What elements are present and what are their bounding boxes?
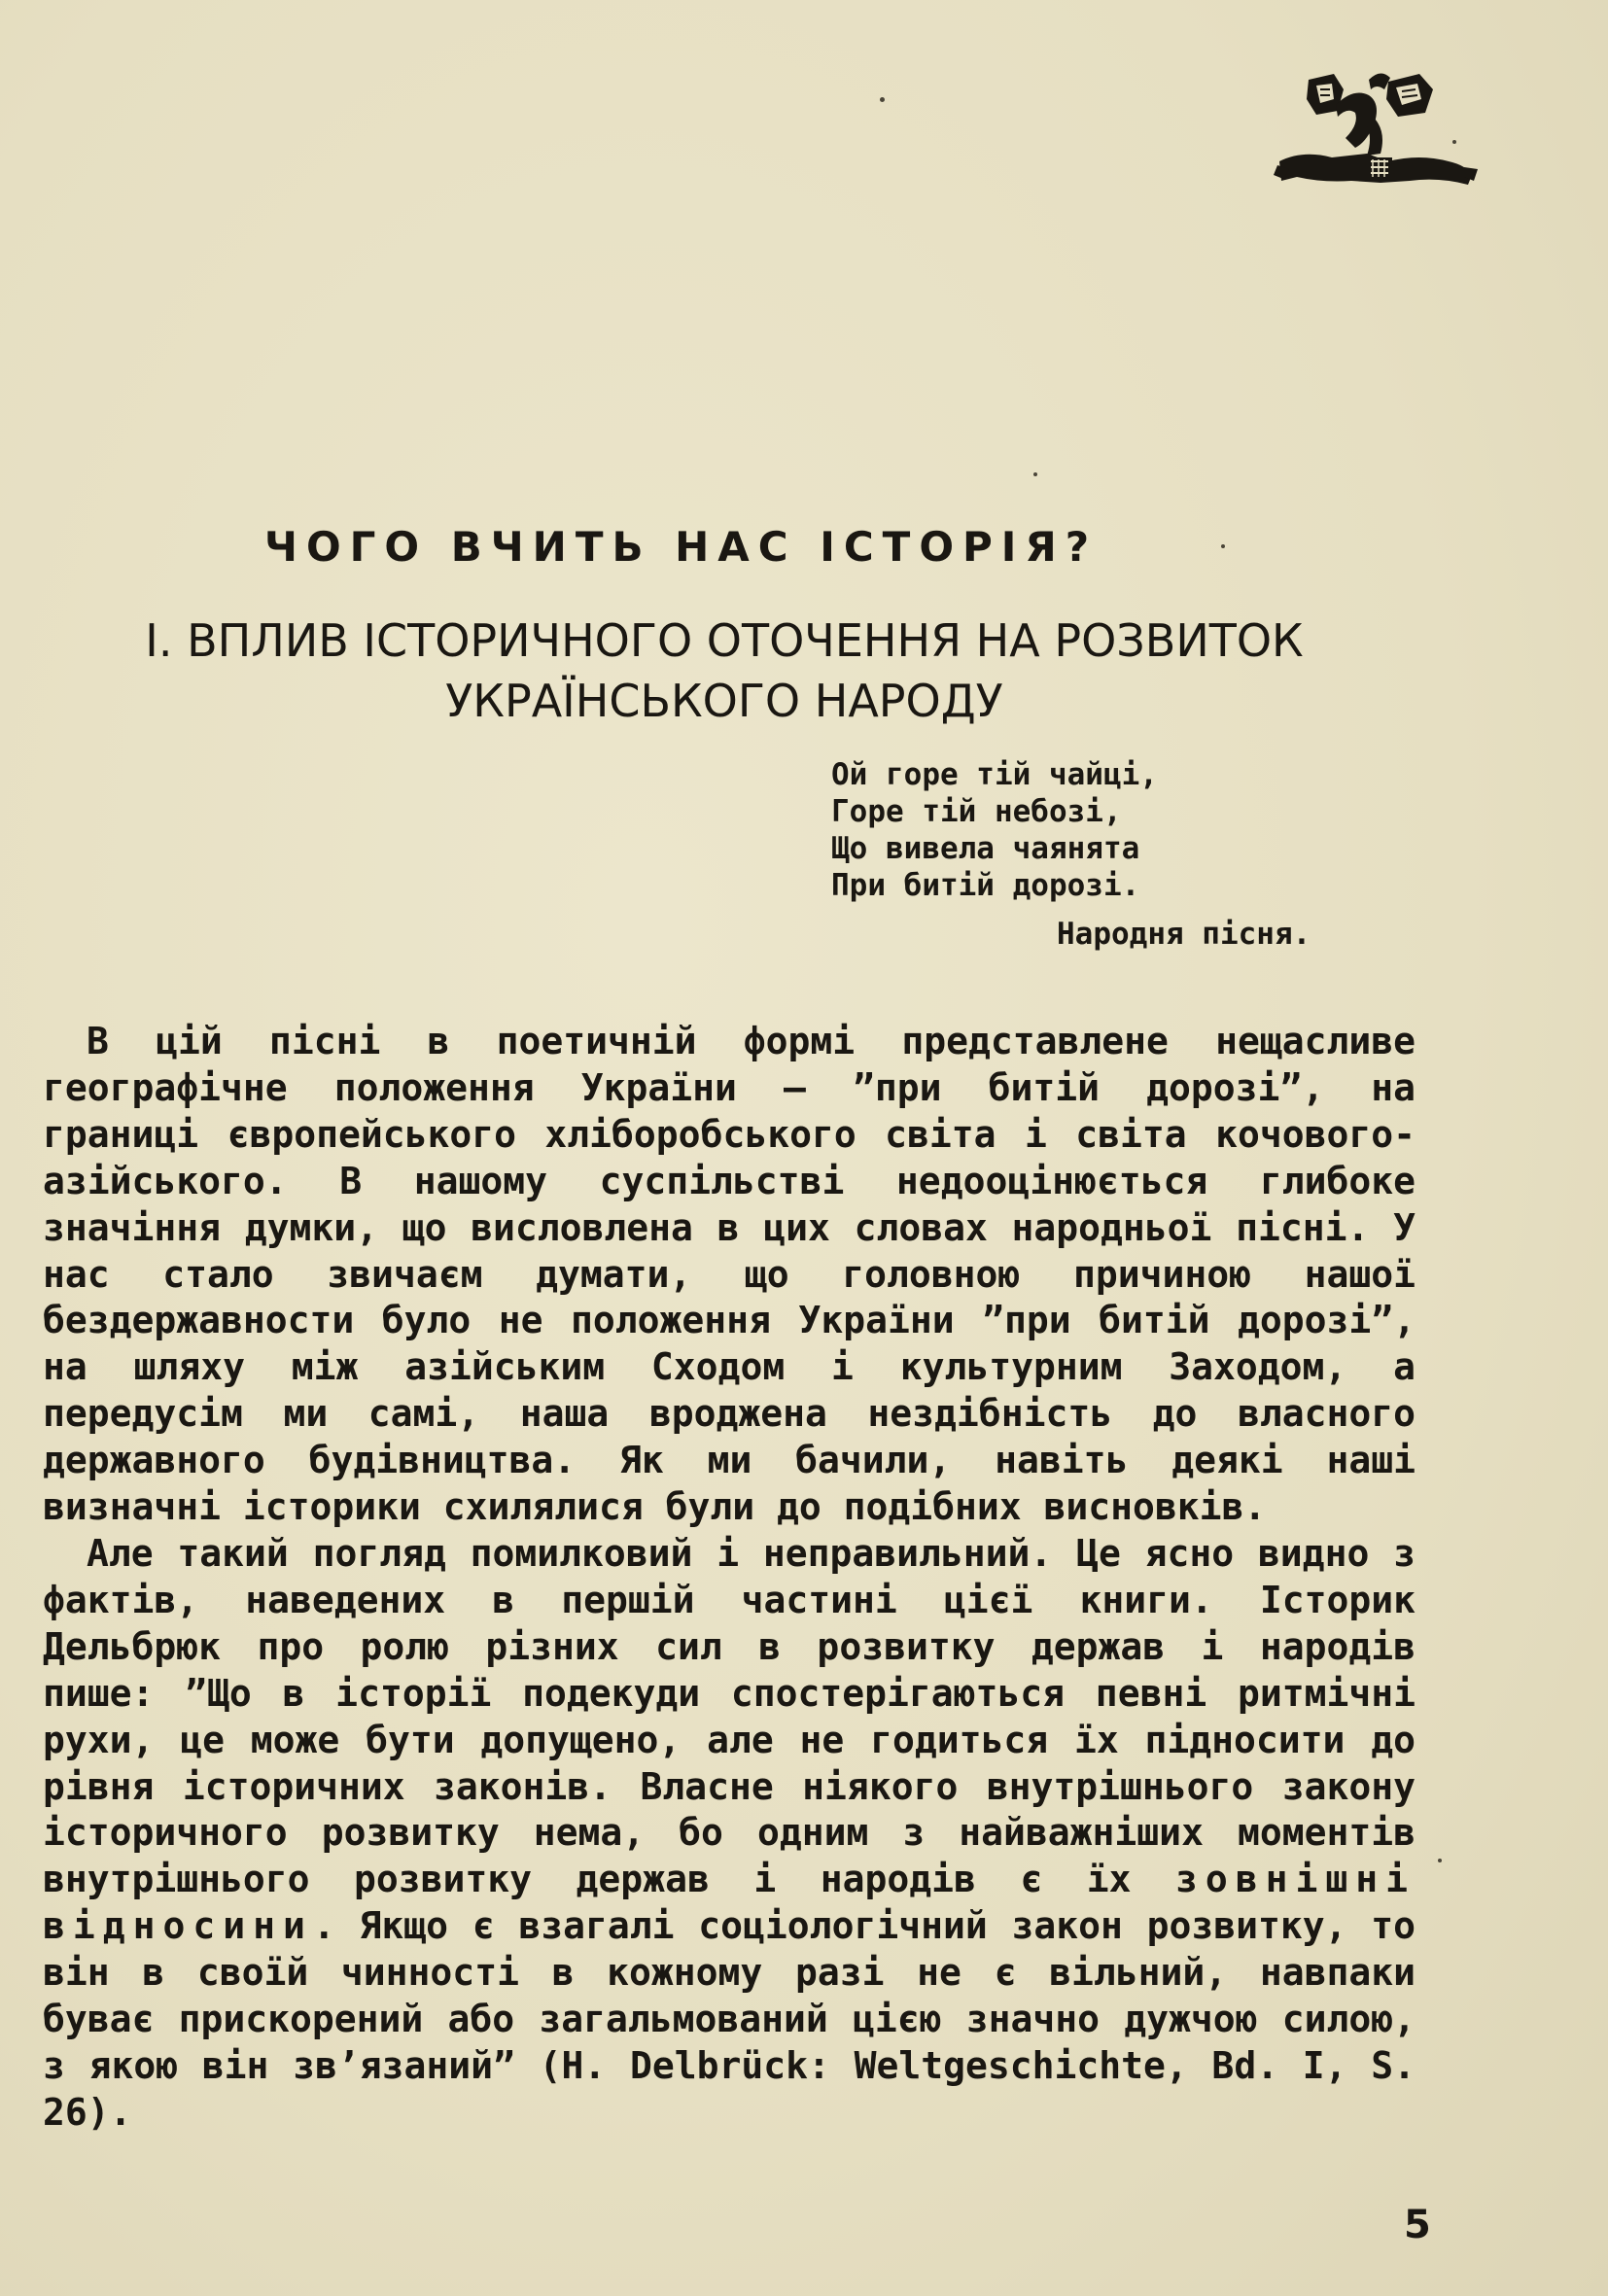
paper-speck [1438,1859,1442,1862]
section-title: I. ВПЛИВ ІСТОРИЧНОГО ОТОЧЕННЯ НА РОЗВИТОК УКРАЇНСЬКОГО НАРОДУ [145,614,1304,727]
epigraph-line: При битій дорозі. [831,868,1140,903]
paragraph-2-start: Але такий погляд помилковий і неправильний. Це ясно видно з фактів, наведених в першій частині цієї книги. Історик Дельбрюк про ролю різних сил в розвитку держав і народів пише: ”Що в історії подекуди спостерігаються певні ритмічні рухи, це може бути допущено, але не годиться їх підносити до рівня історичних законів. Власне ніякого внутрішнього закону історичного розвитку нема, бо одним з найважніших моментів внутрішнього розвитку держав і народів є їх [43,1531,1416,1901]
epigraph [831,756,1311,952]
paragraph-2-end: . Якщо є взагалі соціологічний закон розвитку, то він в своїй чинності в кожному разі не є вільний, навпаки буває прискорений або загальмований цією значно дужчою силою, з якою він зв’язаний” (H. Delbrück: Weltgeschichte, Bd. I, S. 26). [43,1904,1416,2134]
epigraph-source: Народня пісня. [1057,917,1311,952]
paper-speck [1452,140,1456,144]
paper-speck [1221,544,1225,548]
paper-speck [880,97,885,102]
cossack-figures-ornament-icon [1274,60,1478,201]
emphasized-phrase: зовнішні відносини [43,1858,1416,1948]
paragraph-2 [43,1531,1416,2137]
page-number: 5 [1404,2203,1431,2247]
epigraph-line: Горе тій небозі, [831,794,1122,829]
chapter-title: ЧОГО ВЧИТЬ НАС ІСТОРІЯ? [264,523,1099,571]
paragraph-1: В цій пісні в поетичній формі представлене нещасливе географічне положення України — ”при битій дорозі”, на границі європейського хліборобського світа і світа кочового-азійського. В нашому суспільстві недооцінюється глибоке значіння думки, що висловлена в цих словах народньої пісні. У нас стало звичаєм думати, що головною причиною нашої бездержавности було не положення України ”при битій дорозі”, на шляху між азійським Сходом і культурним Заходом, а передусім ми самі, наша вроджена нездібність до власного державного будівництва. Як ми бачили, навіть деякі наші визначні історики схилялися були до подібних висновків. [43,1020,1416,1529]
body-text [43,1019,1416,2137]
epigraph-line: Що вивела чаянята [831,831,1140,866]
paper-speck [1033,472,1037,476]
epigraph-line: Ой горе тій чайці, [831,757,1158,792]
